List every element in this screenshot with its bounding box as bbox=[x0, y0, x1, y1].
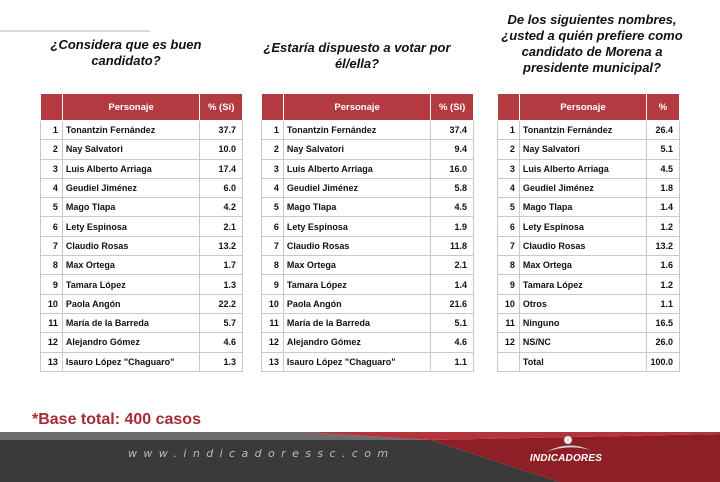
table-header-row bbox=[498, 94, 680, 121]
table-row bbox=[41, 294, 243, 313]
table-row bbox=[262, 236, 474, 255]
row-value: 22.2 bbox=[200, 294, 243, 313]
header-personaje: Personaje bbox=[62, 94, 199, 121]
row-value: 5.1 bbox=[431, 313, 474, 332]
table-row bbox=[498, 217, 680, 236]
row-value: 5.8 bbox=[431, 178, 474, 197]
row-value: 6.0 bbox=[200, 178, 243, 197]
row-value: 5.1 bbox=[646, 140, 679, 159]
row-value: 21.6 bbox=[431, 294, 474, 313]
row-number: 5 bbox=[498, 198, 520, 217]
header-personaje: Personaje bbox=[519, 94, 646, 121]
table-header-row bbox=[262, 94, 474, 121]
table-row bbox=[498, 178, 680, 197]
row-value: 1.1 bbox=[646, 294, 679, 313]
table-row bbox=[41, 217, 243, 236]
row-name: Claudio Rosas bbox=[283, 236, 430, 255]
row-value: 1.3 bbox=[200, 275, 243, 294]
row-number: 3 bbox=[498, 159, 520, 178]
row-name: Mago Tlapa bbox=[62, 198, 199, 217]
row-value: 16.0 bbox=[431, 159, 474, 178]
row-value: 4.5 bbox=[646, 159, 679, 178]
row-number: 1 bbox=[498, 121, 520, 140]
row-number: 4 bbox=[41, 178, 63, 197]
row-value: 1.3 bbox=[200, 352, 243, 371]
row-value: 17.4 bbox=[200, 159, 243, 178]
row-value: 1.9 bbox=[431, 217, 474, 236]
row-name: Claudio Rosas bbox=[519, 236, 646, 255]
table-row bbox=[262, 178, 474, 197]
row-name: María de la Barreda bbox=[283, 313, 430, 332]
table-row bbox=[41, 352, 243, 371]
row-number: 6 bbox=[262, 217, 284, 236]
table-row bbox=[262, 352, 474, 371]
row-number: 9 bbox=[262, 275, 284, 294]
logo-wordmark: INDICADORES bbox=[529, 453, 603, 464]
row-name: Otros bbox=[519, 294, 646, 313]
row-value: 1.1 bbox=[431, 352, 474, 371]
row-number: 9 bbox=[498, 275, 520, 294]
row-number: 2 bbox=[498, 140, 520, 159]
table-header-row bbox=[41, 94, 243, 121]
table-row bbox=[498, 313, 680, 332]
row-name: Luis Alberto Arriaga bbox=[62, 159, 199, 178]
table-willing-to-vote bbox=[261, 93, 474, 372]
row-number: 3 bbox=[262, 159, 284, 178]
row-value: 9.4 bbox=[431, 140, 474, 159]
question-good-candidate: ¿Considera que es buen candidato? bbox=[50, 37, 202, 68]
row-number: 11 bbox=[498, 313, 520, 332]
row-name: Tamara López bbox=[519, 275, 646, 294]
table-row bbox=[262, 313, 474, 332]
row-name: Isauro López "Chaguaro" bbox=[62, 352, 199, 371]
question-preferred-candidate: De los siguientes nombres, ¿usted a quién prefiere como candidato de Morena a presidente municipal? bbox=[501, 12, 683, 75]
row-name: Alejandro Gómez bbox=[283, 333, 430, 352]
row-number: 2 bbox=[41, 140, 63, 159]
row-value: 10.0 bbox=[200, 140, 243, 159]
row-value: 100.0 bbox=[646, 352, 679, 371]
header-personaje: Personaje bbox=[283, 94, 430, 121]
table-row bbox=[262, 217, 474, 236]
base-total-note: *Base total: 400 casos bbox=[32, 411, 201, 428]
row-value: 1.2 bbox=[646, 217, 679, 236]
row-name: Claudio Rosas bbox=[62, 236, 199, 255]
row-number: 13 bbox=[41, 352, 63, 371]
row-number: 10 bbox=[262, 294, 284, 313]
table-row bbox=[498, 352, 680, 371]
row-number: 12 bbox=[498, 333, 520, 352]
row-name: Max Ortega bbox=[519, 256, 646, 275]
row-value: 1.2 bbox=[646, 275, 679, 294]
top-divider-line bbox=[0, 30, 150, 32]
table-row bbox=[498, 121, 680, 140]
row-name: Paola Angón bbox=[283, 294, 430, 313]
table-row bbox=[41, 198, 243, 217]
row-number: 6 bbox=[41, 217, 63, 236]
row-value: 4.6 bbox=[200, 333, 243, 352]
row-number: 7 bbox=[262, 236, 284, 255]
website-url: www.indicadoressc.com bbox=[128, 447, 395, 460]
table-row bbox=[41, 178, 243, 197]
row-name: Nay Salvatori bbox=[283, 140, 430, 159]
table-row bbox=[498, 256, 680, 275]
row-name: Lety Espinosa bbox=[519, 217, 646, 236]
row-name: Geudiel Jiménez bbox=[62, 178, 199, 197]
table-row bbox=[262, 140, 474, 159]
table-row bbox=[262, 333, 474, 352]
row-value: 4.6 bbox=[431, 333, 474, 352]
row-number: 2 bbox=[262, 140, 284, 159]
row-name: Max Ortega bbox=[62, 256, 199, 275]
row-number: 11 bbox=[262, 313, 284, 332]
row-name: Geudiel Jiménez bbox=[283, 178, 430, 197]
table-row bbox=[41, 313, 243, 332]
row-number: 8 bbox=[498, 256, 520, 275]
row-name: Ninguno bbox=[519, 313, 646, 332]
row-number: 7 bbox=[498, 236, 520, 255]
table-row bbox=[498, 333, 680, 352]
header-blank-cell bbox=[41, 94, 63, 121]
row-name: Tonantzin Fernández bbox=[283, 121, 430, 140]
row-name: Luis Alberto Arriaga bbox=[283, 159, 430, 178]
table-row bbox=[498, 140, 680, 159]
row-number: 4 bbox=[498, 178, 520, 197]
row-name: NS/NC bbox=[519, 333, 646, 352]
table-row bbox=[41, 275, 243, 294]
header-percent: % (Sí) bbox=[200, 94, 243, 121]
row-number: 10 bbox=[41, 294, 63, 313]
row-number: 7 bbox=[41, 236, 63, 255]
row-value: 1.7 bbox=[200, 256, 243, 275]
table-row bbox=[262, 121, 474, 140]
row-name: Tamara López bbox=[62, 275, 199, 294]
row-value: 16.5 bbox=[646, 313, 679, 332]
table-row bbox=[262, 294, 474, 313]
row-name: Geudiel Jiménez bbox=[519, 178, 646, 197]
row-number bbox=[498, 352, 520, 371]
row-number: 9 bbox=[41, 275, 63, 294]
row-name: Paola Angón bbox=[62, 294, 199, 313]
row-name: Nay Salvatori bbox=[519, 140, 646, 159]
row-value: 1.4 bbox=[646, 198, 679, 217]
row-number: 8 bbox=[262, 256, 284, 275]
row-value: 37.4 bbox=[431, 121, 474, 140]
table-row bbox=[498, 275, 680, 294]
table-row bbox=[262, 275, 474, 294]
row-name: María de la Barreda bbox=[62, 313, 199, 332]
row-value: 1.4 bbox=[431, 275, 474, 294]
row-number: 5 bbox=[262, 198, 284, 217]
row-value: 4.5 bbox=[431, 198, 474, 217]
header-blank-cell bbox=[262, 94, 284, 121]
row-name: Tonantzin Fernández bbox=[62, 121, 199, 140]
row-name: Mago Tlapa bbox=[519, 198, 646, 217]
table-row bbox=[498, 198, 680, 217]
table-row bbox=[41, 121, 243, 140]
row-value: 13.2 bbox=[200, 236, 243, 255]
row-name: Lety Espinosa bbox=[62, 217, 199, 236]
row-value: 26.0 bbox=[646, 333, 679, 352]
row-name: Nay Salvatori bbox=[62, 140, 199, 159]
header-percent: % (Sí) bbox=[431, 94, 474, 121]
row-number: 13 bbox=[262, 352, 284, 371]
row-value: 1.8 bbox=[646, 178, 679, 197]
row-name: Alejandro Gómez bbox=[62, 333, 199, 352]
table-row bbox=[41, 333, 243, 352]
row-name: Luis Alberto Arriaga bbox=[519, 159, 646, 178]
table-row bbox=[41, 236, 243, 255]
row-name: Lety Espinosa bbox=[283, 217, 430, 236]
row-number: 10 bbox=[498, 294, 520, 313]
row-value: 5.7 bbox=[200, 313, 243, 332]
row-name: Mago Tlapa bbox=[283, 198, 430, 217]
table-preferred-candidate bbox=[497, 93, 680, 372]
row-value: 37.7 bbox=[200, 121, 243, 140]
row-value: 26.4 bbox=[646, 121, 679, 140]
table-row bbox=[41, 159, 243, 178]
row-number: 12 bbox=[262, 333, 284, 352]
row-number: 3 bbox=[41, 159, 63, 178]
table-row bbox=[262, 159, 474, 178]
table-row bbox=[41, 140, 243, 159]
table-row bbox=[498, 159, 680, 178]
row-value: 2.1 bbox=[200, 217, 243, 236]
row-value: 11.8 bbox=[431, 236, 474, 255]
row-name: Tonantzin Fernández bbox=[519, 121, 646, 140]
row-name: Isauro López "Chaguaro" bbox=[283, 352, 430, 371]
question-willing-to-vote: ¿Estaría dispuesto a votar por él/ella? bbox=[263, 40, 451, 71]
row-number: 4 bbox=[262, 178, 284, 197]
table-good-candidate bbox=[40, 93, 243, 372]
row-number: 11 bbox=[41, 313, 63, 332]
header-blank-cell bbox=[498, 94, 520, 121]
header-percent: % bbox=[646, 94, 679, 121]
row-value: 4.2 bbox=[200, 198, 243, 217]
table-row bbox=[498, 236, 680, 255]
row-value: 2.1 bbox=[431, 256, 474, 275]
row-value: 1.6 bbox=[646, 256, 679, 275]
table-row bbox=[41, 256, 243, 275]
row-number: 1 bbox=[262, 121, 284, 140]
row-number: 12 bbox=[41, 333, 63, 352]
table-row bbox=[262, 256, 474, 275]
row-name: Total bbox=[519, 352, 646, 371]
row-number: 8 bbox=[41, 256, 63, 275]
row-number: 5 bbox=[41, 198, 63, 217]
row-number: 6 bbox=[498, 217, 520, 236]
row-number: 1 bbox=[41, 121, 63, 140]
row-name: Tamara López bbox=[283, 275, 430, 294]
row-name: Max Ortega bbox=[283, 256, 430, 275]
indicadores-logo bbox=[516, 434, 616, 474]
row-value: 13.2 bbox=[646, 236, 679, 255]
table-row bbox=[262, 198, 474, 217]
table-row bbox=[498, 294, 680, 313]
